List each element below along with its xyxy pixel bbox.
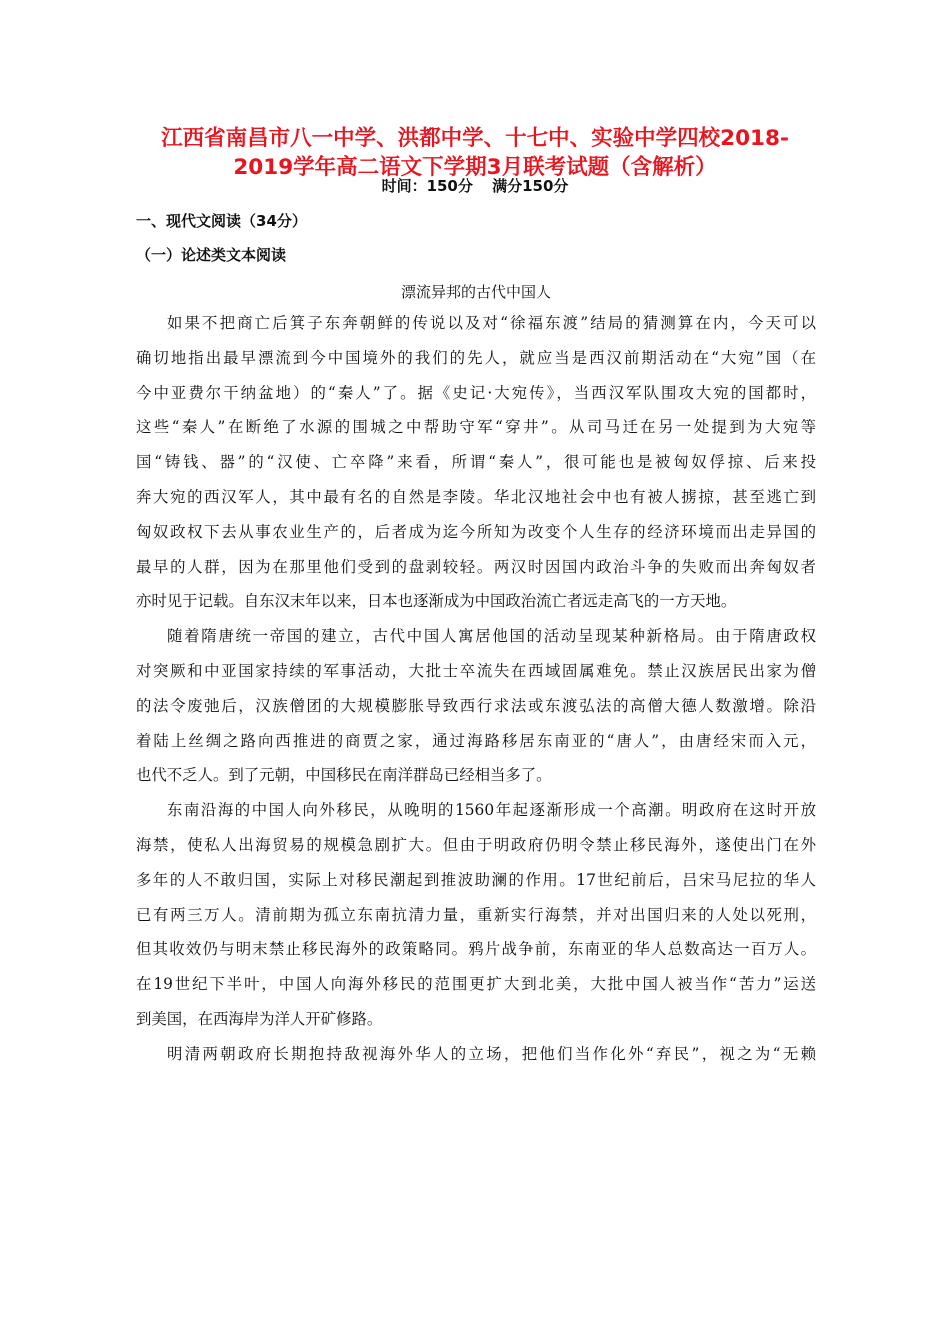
text-line: 东南沿海的中国人向外移民，从晚明的1560年起逐渐形成一个高潮。明政府在这时开放 — [167, 801, 816, 820]
text-line: 着陆上丝绸之路向西推进的商贾之家，通过海路移居东南亚的“唐人”，由唐经宋而入元， — [136, 731, 816, 750]
text-line: 如果不把商亡后箕子东奔朝鲜的传说以及对“徐福东渡”结局的猜测算在内，今天可以 — [167, 314, 816, 332]
text-line: 多年的人不敢归国，实际上对移民潮起到推波助澜的作用。17世纪前后，吕宋马尼拉的华人 — [136, 870, 816, 889]
exam-full-score: 满分150分 — [492, 177, 569, 195]
text-line: 确切地指出最早漂流到今中国境外的我们的先人，就应当是西汉前期活动在“大宛”国（在 — [136, 348, 816, 367]
text-line: 今中亚费尔干纳盆地）的“秦人”了。据《史记·大宛传》，当西汉军队围攻大宛的国都时， — [136, 383, 816, 402]
subsection-heading: （一）论述类文本阅读 — [136, 246, 287, 264]
text-line: 也代不乏人。到了元朝，中国移民在南洋群岛已经相当多了。 — [136, 766, 552, 785]
text-line: 匈奴政权下去从事农业生产的，后者成为迄今所知为改变个人生存的经济环境而出走异国的 — [136, 522, 816, 541]
text-line: 的法令废弛后，汉族僧团的大规模膨胀导致西行求法或东渡弘法的高僧大德人数激增。除沿 — [136, 696, 816, 715]
text-line: 对突厥和中亚国家持续的军事活动，大批士卒流失在西域固属难免。禁止汉族居民出家为僧 — [136, 661, 816, 680]
title-line-1: 江西省南昌市八一中学、洪都中学、十七中、实验中学四校2018- — [161, 126, 789, 151]
article-title: 漂流异邦的古代中国人 — [400, 283, 551, 301]
text-line: 随着隋唐统一帝国的建立，古代中国人寓居他国的活动呈现某种新格局。由于隋唐政权 — [167, 627, 816, 646]
document-title — [140, 124, 810, 182]
title-line-2: 2019学年高二语文下学期3月联考试题（含解析） — [233, 155, 717, 180]
exam-time: 时间：150分 — [381, 177, 473, 195]
article-body — [136, 306, 816, 1072]
text-line: 但其收效仍与明末禁止移民海外的政策略同。鸦片战争前，东南亚的华人总数高达一百万人。 — [136, 940, 816, 959]
text-line: 在19世纪下半叶，中国人向海外移民的范围更扩大到北美，大批中国人被当作“苦力”运送 — [136, 975, 816, 994]
text-line: 明清两朝政府长期抱持敌视海外华人的立场，把他们当作化外“弃民”，视之为“无赖 — [167, 1044, 816, 1063]
exam-meta — [140, 176, 810, 196]
text-line: 奔大宛的西汉军人，其中最有名的自然是李陵。华北汉地社会中也有被人掳掠，甚至逃亡到 — [136, 487, 816, 506]
text-line: 已有两三万人。清前期为孤立东南抗清力量，重新实行海禁，并对出国归来的人处以死刑， — [136, 905, 816, 924]
text-line: 国“铸钱、器”的“汉使、亡卒降”来看，所谓“秦人”，很可能也是被匈奴俘掠、后来投 — [136, 453, 816, 472]
text-line: 海禁，使私人出海贸易的规模急剧扩大。但由于明政府仍明令禁止移民海外，遂使出门在外 — [136, 835, 816, 854]
section-heading: 一、现代文阅读（34分） — [136, 212, 307, 230]
text-line: 到美国，在西海岸为洋人开矿修路。 — [136, 1009, 383, 1028]
text-line: 最早的人群，因为在那里他们受到的盘剥较轻。两汉时因国内政治斗争的失败而出奔匈奴者 — [136, 557, 816, 576]
text-line: 这些“秦人”在断绝了水源的围城之中帮助守军“穿井”。从司马迁在另一处提到为大宛等 — [136, 418, 816, 437]
text-line: 亦时见于记载。自东汉末年以来，日本也逐渐成为中国政治流亡者远走高飞的一方天地。 — [136, 592, 737, 611]
